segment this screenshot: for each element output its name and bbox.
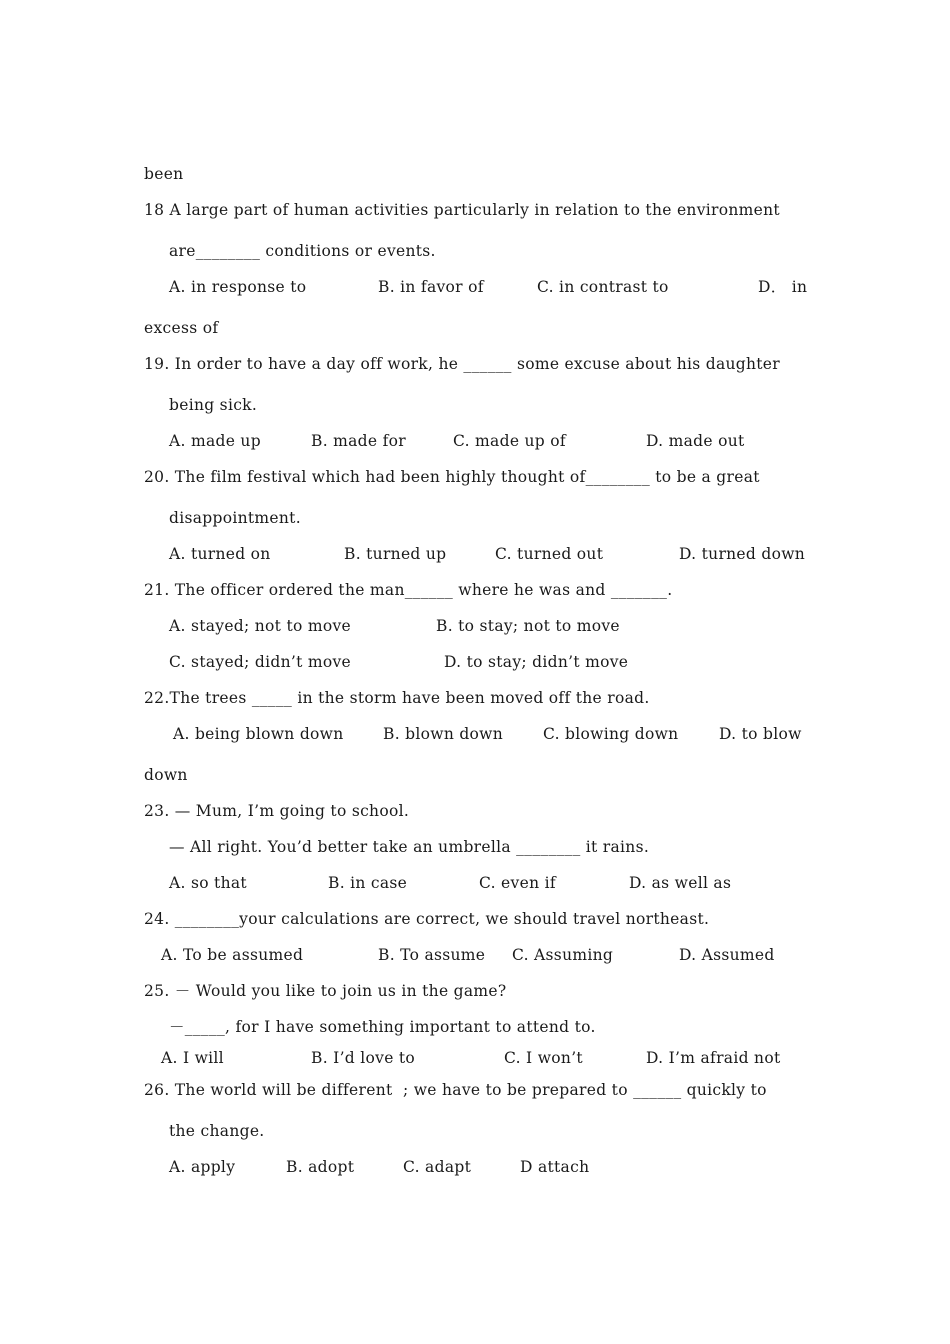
- question-25-reply: －_____, for I have something important to attend to.: [169, 1018, 596, 1036]
- question-24-option-b: B. To assume: [378, 946, 486, 964]
- question-18-option-a: A. in response to: [169, 278, 307, 296]
- question-26-stem-cont: the change.: [169, 1122, 265, 1140]
- question-20-option-b: B. turned up: [344, 545, 447, 563]
- question-26-option-a: A. apply: [169, 1158, 236, 1176]
- question-25-option-c: C. I won’t: [504, 1049, 583, 1067]
- question-23-option-d: D. as well as: [629, 874, 732, 892]
- question-25-option-d: D. I’m afraid not: [646, 1049, 781, 1067]
- question-20-option-c: C. turned out: [495, 545, 604, 563]
- question-25-stem: 25. － Would you like to join us in the game?: [144, 982, 507, 1000]
- question-25-option-a: A. I will: [161, 1049, 224, 1067]
- question-25-option-b: B. I’d love to: [311, 1049, 416, 1067]
- question-23-option-a: A. so that: [169, 874, 247, 892]
- question-20-option-d: D. turned down: [679, 545, 806, 563]
- question-18-option-b: B. in favor of: [378, 278, 484, 296]
- question-26-option-c: C. adapt: [403, 1158, 472, 1176]
- question-23-reply: — All right. You’d better take an umbrella ________ it rains.: [169, 838, 650, 856]
- question-20-stem: 20. The film festival which had been highly thought of________ to be a great: [144, 468, 760, 486]
- question-26-option-d: D attach: [520, 1158, 590, 1176]
- question-18-stem: 18 A large part of human activities particularly in relation to the environment: [144, 201, 780, 219]
- question-24-stem: 24. ________your calculations are correct, we should travel northeast.: [144, 910, 710, 928]
- question-26-stem: 26. The world will be different ; we have to be prepared to ______ quickly to: [144, 1081, 767, 1099]
- question-20-stem-cont: disappointment.: [169, 509, 301, 527]
- question-21-option-c: C. stayed; didn’t move: [169, 653, 352, 671]
- text-line: been: [144, 165, 184, 183]
- question-19-option-b: B. made for: [311, 432, 406, 450]
- question-23-option-b: B. in case: [328, 874, 408, 892]
- question-22-option-d-cont: down: [144, 766, 188, 784]
- question-19-option-a: A. made up: [169, 432, 261, 450]
- question-23-stem: 23. — Mum, I’m going to school.: [144, 802, 410, 820]
- question-18-option-d-cont: excess of: [144, 319, 219, 337]
- question-19-option-d: D. made out: [646, 432, 745, 450]
- question-21-option-b: B. to stay; not to move: [436, 617, 620, 635]
- question-21-stem: 21. The officer ordered the man______ where he was and _______.: [144, 581, 673, 599]
- question-20-option-a: A. turned on: [169, 545, 271, 563]
- question-19-option-c: C. made up of: [453, 432, 566, 450]
- question-22-option-c: C. blowing down: [543, 725, 679, 743]
- question-18-option-d: D． in: [758, 278, 808, 296]
- question-18-option-c: C. in contrast to: [537, 278, 669, 296]
- question-21-option-a: A. stayed; not to move: [169, 617, 351, 635]
- question-23-option-c: C. even if: [479, 874, 556, 892]
- question-19-stem-cont: being sick.: [169, 396, 258, 414]
- question-22-option-d: D. to blow: [719, 725, 802, 743]
- question-19-stem: 19. In order to have a day off work, he ______ some excuse about his daughter: [144, 355, 780, 373]
- question-21-option-d: D. to stay; didn’t move: [444, 653, 629, 671]
- question-18-stem-cont: are________ conditions or events.: [169, 242, 436, 260]
- question-22-option-a: A. being blown down: [173, 725, 344, 743]
- question-24-option-c: C. Assuming: [512, 946, 614, 964]
- question-26-option-b: B. adopt: [286, 1158, 355, 1176]
- question-24-option-d: D. Assumed: [679, 946, 775, 964]
- question-22-stem: 22.The trees _____ in the storm have been moved off the road.: [144, 689, 650, 707]
- question-22-option-b: B. blown down: [383, 725, 504, 743]
- question-24-option-a: A. To be assumed: [161, 946, 304, 964]
